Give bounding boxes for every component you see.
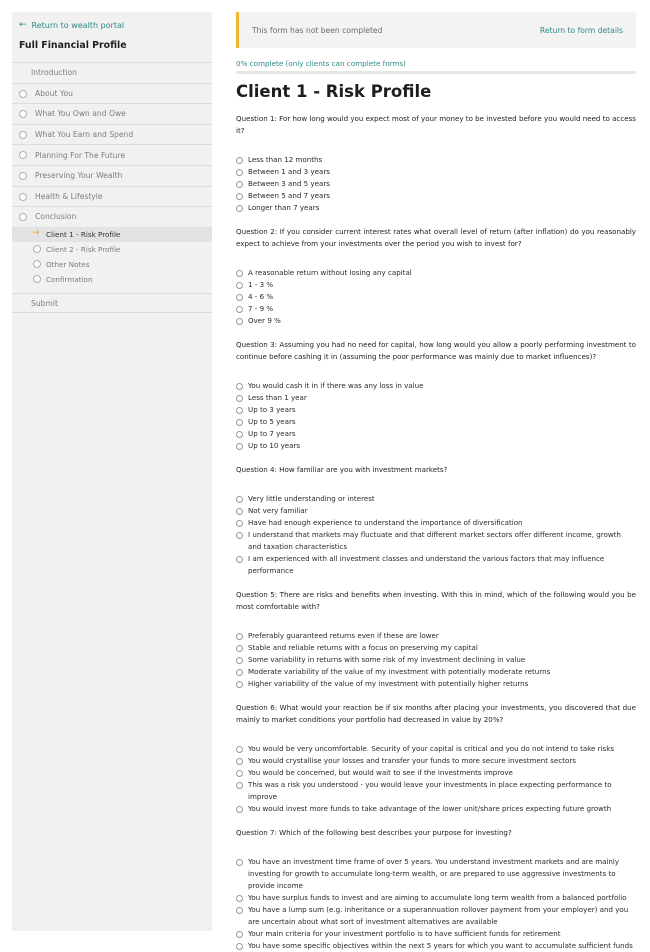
answer-option[interactable] [236,291,636,303]
radio-button-icon[interactable] [236,859,243,866]
answer-option[interactable] [236,505,636,517]
sidebar-item-label: Submit [31,298,58,308]
answer-option[interactable] [236,767,636,779]
answer-option[interactable] [236,517,636,529]
sidebar-item-submit[interactable] [12,293,212,314]
question-2 [236,226,636,327]
answer-option[interactable] [236,642,636,654]
answer-option[interactable] [236,303,636,315]
radio-button-icon[interactable] [236,770,243,777]
question-list [236,113,636,952]
sidebar-title: Full Financial Profile [19,40,127,51]
sidebar-item-what-you-own-and-owe[interactable] [12,103,212,124]
answer-option-label: Your main criteria for your investment portfolio is to have sufficient funds for retirement [248,929,561,938]
answer-option-label: Up to 10 years [248,441,301,450]
radio-button-icon[interactable] [236,395,243,402]
answer-option-label: Less than 1 year [248,393,307,402]
answer-option-label: This was a risk you understood - you would leave your investments in place expecting performance to improve [248,780,612,801]
return-to-form-details-link[interactable]: Return to form details [539,25,623,35]
answer-option[interactable] [236,190,636,202]
sidebar-item-label: Health & Lifestyle [35,191,103,201]
answer-option[interactable] [236,928,636,940]
sidebar-subitem-label: Client 2 - Risk Profile [46,244,121,254]
radio-button-icon[interactable] [236,294,243,301]
radio-circle-icon [33,260,41,268]
radio-button-icon[interactable] [236,431,243,438]
question-text: Question 2: If you consider current interest rates what overall level of return (after inflation) do you reasonably expect to achieve from your investments over the period you wish to invest for? [236,227,636,248]
answer-option[interactable] [236,779,636,803]
answer-option-label: Higher variability of the value of my investment with potentially higher returns [248,679,529,688]
radio-button-icon[interactable] [236,282,243,289]
radio-button-icon[interactable] [236,270,243,277]
radio-circle-icon [33,245,41,253]
answer-option-label: You would crystallise your losses and transfer your funds to more secure investment sectors [248,756,577,765]
answer-option[interactable] [236,166,636,178]
question-5 [236,589,636,690]
answer-option-label: Between 1 and 3 years [248,167,330,176]
radio-button-icon[interactable] [236,806,243,813]
sidebar-item-label: Planning For The Future [35,150,126,160]
radio-circle-icon [19,213,27,221]
answer-option-label: You would be concerned, but would wait to see if the investments improve [248,768,513,777]
answer-option-label: Moderate variability of the value of my investment with potentially moderate returns [248,667,551,676]
question-text: Question 4: How familiar are you with investment markets? [236,465,448,474]
radio-button-icon[interactable] [236,383,243,390]
radio-button-icon[interactable] [236,532,243,539]
answer-option-label: You have an investment time frame of over 5 years. You understand investment markets and are mainly investing for growth to accumulate long-term wealth, or are prepared to use aggressive investments to provide income [248,857,620,890]
answer-option[interactable] [236,202,636,214]
answer-option-label: Up to 3 years [248,405,296,414]
answer-option-label: You have a lump sum (e.g. inheritance or a superannuation rollover payment from your employer) and you are uncertain about what sort of investment alternatives are available [248,905,629,926]
question-options [236,743,636,815]
radio-button-icon[interactable] [236,193,243,200]
sidebar-subitem-label: Client 1 - Risk Profile [46,229,121,239]
sidebar-subitems [12,227,212,293]
return-to-wealth-portal-link[interactable] [19,20,124,30]
answer-option[interactable] [236,315,636,327]
answer-option-label: Have had enough experience to understand the importance of diversification [248,518,523,527]
radio-button-icon[interactable] [236,205,243,212]
radio-button-icon[interactable] [236,633,243,640]
question-options [236,267,636,327]
sidebar-subitem-confirmation[interactable] [12,272,212,287]
question-options [236,380,636,452]
answer-option-label: You have some specific objectives within the next 5 years for which you want to accumulate sufficient funds [248,941,633,950]
answer-option-label: 7 - 9 % [248,304,274,313]
arrow-left-icon: ← [19,20,27,30]
sidebar-item-health-lifestyle[interactable] [12,186,212,207]
answer-option-label: Some variability in returns with some risk of my investment declining in value [248,655,526,664]
sidebar-item-conclusion[interactable] [12,206,212,227]
radio-button-icon[interactable] [236,496,243,503]
answer-option-label: Very little understanding or interest [248,494,375,503]
answer-option[interactable] [236,380,636,392]
radio-button-icon[interactable] [236,907,243,914]
sidebar-subitem-label: Confirmation [46,274,93,284]
sidebar-item-label: About You [35,88,73,98]
page-title: Client 1 - Risk Profile [236,82,432,101]
sidebar-subitem-client-2-risk-profile[interactable] [12,242,212,257]
answer-option-label: Less than 12 months [248,155,323,164]
sidebar-item-label: Conclusion [35,212,77,222]
sidebar-item-planning-for-the-future[interactable] [12,144,212,165]
return-link-label: Return to wealth portal [31,20,125,30]
question-options [236,630,636,690]
answer-option[interactable] [236,553,636,577]
radio-button-icon[interactable] [236,556,243,563]
question-text: Question 7: Which of the following best describes your purpose for investing? [236,828,512,837]
radio-circle-icon [19,151,27,159]
answer-option[interactable] [236,755,636,767]
radio-circle-icon [19,110,27,118]
question-6 [236,702,636,815]
radio-button-icon[interactable] [236,181,243,188]
radio-button-icon[interactable] [236,943,243,950]
answer-option-label: You would cash it in if there was any loss in value [248,381,424,390]
answer-option-label: I understand that markets may fluctuate and that different market sectors offer different income, growth and taxation characteristics [248,530,621,551]
answer-option[interactable] [236,892,636,904]
radio-circle-icon [19,131,27,139]
radio-button-icon[interactable] [236,931,243,938]
answer-option[interactable] [236,630,636,642]
sidebar-nav [12,62,212,313]
progress-text: 0% complete (only clients can complete forms) [236,59,406,68]
answer-option-label: Not very familiar [248,506,308,515]
radio-button-icon[interactable] [236,645,243,652]
sidebar-item-what-you-earn-and-spend[interactable] [12,124,212,145]
status-banner [236,12,636,48]
sidebar-subitem-label: Other Notes [46,259,90,269]
sidebar-subitem-client-1-risk-profile[interactable] [12,227,212,242]
answer-option[interactable] [236,529,636,553]
answer-option-label: 1 - 3 % [248,280,274,289]
radio-button-icon[interactable] [236,419,243,426]
answer-option[interactable] [236,493,636,505]
radio-button-icon[interactable] [236,318,243,325]
sidebar-item-introduction[interactable] [12,62,212,83]
radio-button-icon[interactable] [236,782,243,789]
answer-option[interactable] [236,279,636,291]
answer-option[interactable] [236,404,636,416]
arrow-right-icon: → [32,227,40,238]
sidebar [12,12,212,931]
answer-option[interactable] [236,678,636,690]
radio-button-icon[interactable] [236,157,243,164]
question-text: Question 5: There are risks and benefits when investing. With this in mind, which of the following would you be most comfortable with? [236,590,636,611]
radio-button-icon[interactable] [236,895,243,902]
question-text: Question 1: For how long would you expect most of your money to be invested before you would need to access it? [236,114,636,135]
answer-option-label: Stable and reliable returns with a focus on preserving my capital [248,643,478,652]
radio-button-icon[interactable] [236,520,243,527]
answer-option-label: You have surplus funds to invest and are aiming to accumulate long term wealth from a balanced portfolio [248,893,627,902]
answer-option-label: Over 9 % [248,316,281,325]
question-options [236,493,636,577]
question-text: Question 3: Assuming you had no need for capital, how long would you allow a poorly performing investment to continue before cashing it in (assuming the poor performance was mainly due to market influences)? [236,340,636,361]
answer-option[interactable] [236,154,636,166]
sidebar-subitem-other-notes[interactable] [12,257,212,272]
answer-option[interactable] [236,416,636,428]
progress-bar [236,71,636,74]
answer-option-label: Up to 7 years [248,429,296,438]
question-3 [236,339,636,452]
answer-option-label: A reasonable return without losing any capital [248,268,412,277]
answer-option[interactable] [236,940,636,952]
answer-option[interactable] [236,178,636,190]
answer-option[interactable] [236,856,636,892]
answer-option[interactable] [236,654,636,666]
radio-button-icon[interactable] [236,758,243,765]
sidebar-item-label: Introduction [31,68,77,78]
radio-button-icon[interactable] [236,508,243,515]
radio-button-icon[interactable] [236,669,243,676]
question-1 [236,113,636,214]
main-content [236,12,636,952]
radio-button-icon[interactable] [236,681,243,688]
sidebar-item-label: Preserving Your Wealth [35,171,123,181]
sidebar-item-label: What You Own and Owe [35,109,126,119]
answer-option-label: You would invest more funds to take advantage of the lower unit/share prices expecting future growth [248,804,612,813]
radio-button-icon[interactable] [236,746,243,753]
answer-option[interactable] [236,666,636,678]
question-7 [236,827,636,952]
answer-option-label: I am experienced with all investment classes and understand the various factors that may influence performance [248,554,605,575]
answer-option[interactable] [236,803,636,815]
question-options [236,154,636,214]
answer-option-label: Between 5 and 7 years [248,191,330,200]
radio-button-icon[interactable] [236,169,243,176]
answer-option-label: You would be very uncomfortable. Security of your capital is critical and you do not intend to take risks [248,744,615,753]
sidebar-item-about-you[interactable] [12,83,212,104]
question-options [236,856,636,952]
answer-option-label: Up to 5 years [248,417,296,426]
question-text: Question 6: What would your reaction be if six months after placing your investments, you discovered that due mainly to market conditions your portfolio had decreased in value by 20%? [236,703,636,724]
radio-circle-icon [19,172,27,180]
radio-button-icon[interactable] [236,443,243,450]
radio-circle-icon [19,90,27,98]
answer-option[interactable] [236,428,636,440]
answer-option[interactable] [236,440,636,452]
answer-option-label: Preferably guaranteed returns even if these are lower [248,631,439,640]
banner-message: This form has not been completed [252,25,383,35]
answer-option-label: Between 3 and 5 years [248,179,330,188]
question-4 [236,464,636,577]
answer-option[interactable] [236,267,636,279]
radio-button-icon[interactable] [236,657,243,664]
radio-button-icon[interactable] [236,407,243,414]
answer-option-label: Longer than 7 years [248,203,320,212]
radio-circle-icon [19,193,27,201]
answer-option[interactable] [236,904,636,928]
answer-option[interactable] [236,743,636,755]
answer-option[interactable] [236,392,636,404]
radio-circle-icon [33,275,41,283]
sidebar-item-preserving-your-wealth[interactable] [12,165,212,186]
radio-button-icon[interactable] [236,306,243,313]
answer-option-label: 4 - 6 % [248,292,274,301]
sidebar-item-label: What You Earn and Spend [35,130,134,140]
